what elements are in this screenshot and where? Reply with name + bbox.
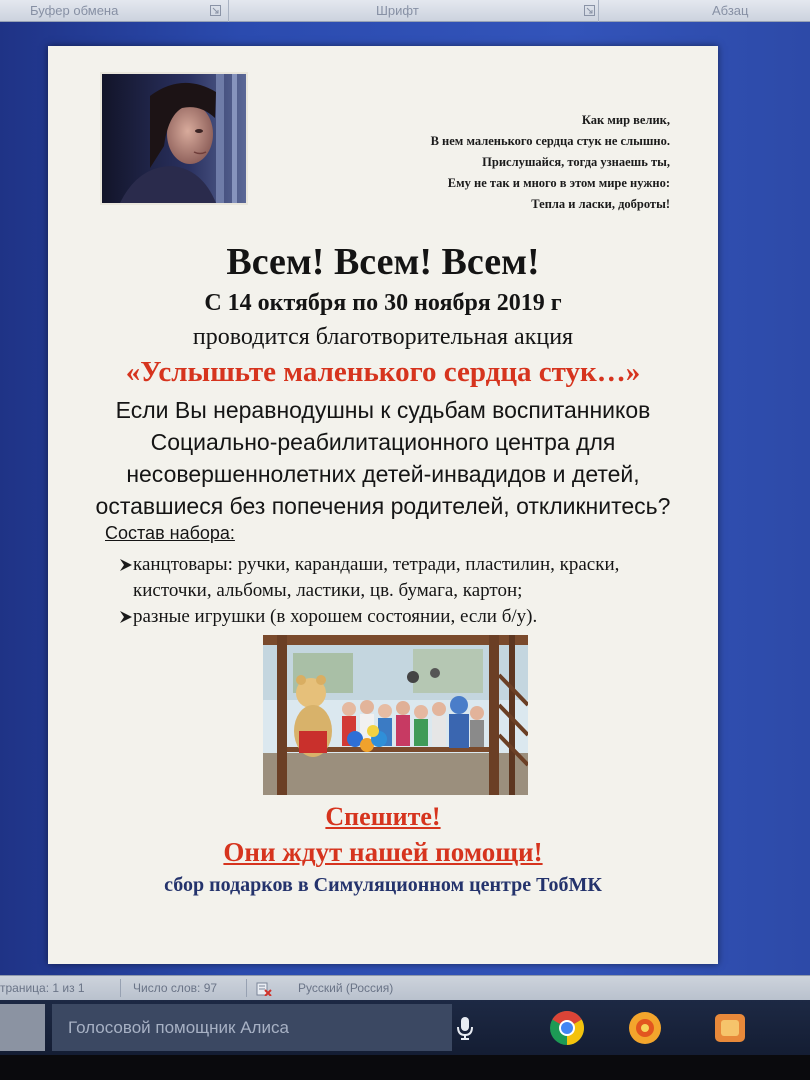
poem-line: В нем маленького сердца стук не слышно.: [430, 134, 670, 148]
poem-line: Как мир велик,: [581, 113, 670, 127]
start-icon[interactable]: [0, 1004, 45, 1051]
list-item: [120, 552, 619, 604]
microphone-icon[interactable]: [456, 1016, 474, 1040]
bullet-arrow-icon: [120, 559, 132, 571]
list-item-line: канцтовары: ручки, карандаши, тетради, пластилин, краски,: [133, 554, 620, 575]
they-wait-line: Они ждут нашей помощи!: [223, 837, 543, 867]
appeal-line: Если Вы неравнодушны к судьбам воспитанников: [115, 397, 651, 423]
campaign-intro: проводится благотворительная акция: [192, 324, 574, 350]
ribbon-group-labels: [0, 0, 810, 22]
bullet-arrow-icon: [120, 611, 132, 623]
group-photo: [263, 635, 528, 795]
appeal-line: Социально-реабилитационного центра для: [150, 429, 616, 455]
taskbar: [0, 1000, 810, 1055]
child-photo: [100, 72, 248, 205]
voice-assistant-search[interactable]: [52, 1004, 452, 1051]
child-photo-image: [102, 74, 246, 203]
ribbon-separator: [598, 0, 599, 22]
appeal-line: оставшиеся без попечения родителей, откликнитесь?: [95, 493, 671, 519]
monitor-bezel: [0, 1055, 810, 1080]
dialog-launcher-icon[interactable]: [210, 5, 221, 16]
word-count[interactable]: Число слов: 97: [133, 981, 218, 995]
headline: Всем! Всем! Всем!: [226, 241, 540, 283]
poem-line: Прислушайся, тогда узнаешь ты,: [482, 155, 670, 169]
group-photo-image: [263, 635, 528, 795]
call-to-action: Спешите!: [325, 802, 441, 831]
list-item-line: разные игрушки (в хорошем состоянии, если б/у).: [133, 606, 538, 627]
document-page[interactable]: [48, 46, 718, 964]
status-separator: [246, 979, 247, 997]
list-item-line: кисточки, альбомы, ластики, цв. бумага, картон;: [133, 580, 523, 601]
app-icon[interactable]: [712, 1010, 748, 1046]
chrome-icon[interactable]: [549, 1010, 585, 1046]
appeal-line: несовершеннолетних детей-инвадидов и детей,: [126, 461, 640, 487]
collection-point: сбор подарков в Симуляционном центре ТобМК: [164, 874, 602, 896]
poem-line: Тепла и ласки, доброты!: [531, 197, 670, 211]
page-count[interactable]: траница: 1 из 1: [0, 981, 85, 995]
browser-icon[interactable]: [627, 1010, 663, 1046]
dialog-launcher-icon[interactable]: [584, 5, 595, 16]
ribbon-separator: [228, 0, 229, 22]
poem: [431, 110, 670, 215]
campaign-title: «Услышьте маленького сердца стук…»: [125, 356, 641, 388]
kit-title: Состав набора:: [105, 523, 235, 543]
list-item: [120, 604, 537, 630]
campaign-dates: С 14 октября по 30 ноября 2019 г: [204, 290, 562, 316]
language-indicator[interactable]: Русский (Россия): [298, 981, 394, 995]
ribbon-group-font: Шрифт: [376, 3, 419, 18]
appeal-paragraph: [48, 394, 718, 522]
proofing-icon[interactable]: [256, 981, 272, 996]
ribbon-group-paragraph: Абзац: [712, 3, 749, 18]
status-bar: [0, 975, 810, 1000]
poem-line: Ему не так и много в этом мире нужно:: [447, 176, 670, 190]
status-separator: [120, 979, 121, 997]
ribbon-group-clipboard: Буфер обмена: [30, 3, 119, 18]
